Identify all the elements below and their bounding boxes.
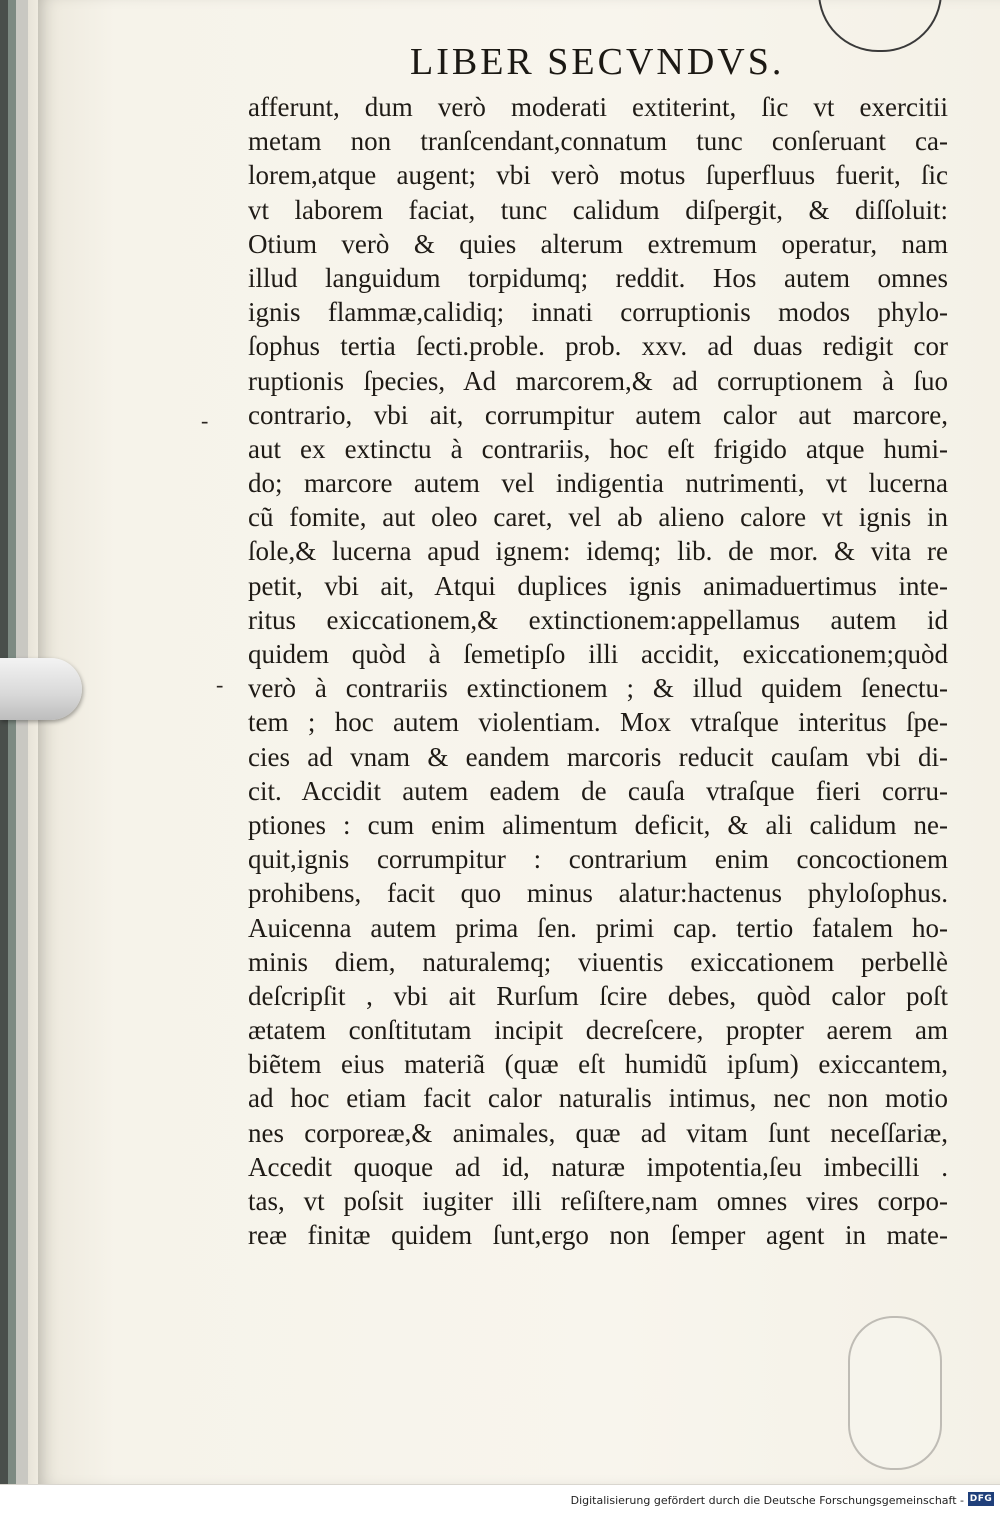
text-line: afferunt, dum verò moderati extiterint, ſic vt exercitii [248, 92, 948, 122]
text-line: cies ad vnam & eandem marcoris reducit cauſam vbi di- [248, 741, 948, 772]
text-line: ruptionis ſpecies, Ad marcorem,& ad corruptionem à ſuo [248, 365, 948, 396]
book-gutter [28, 0, 38, 1484]
text-line: ad hoc etiam facit calor naturalis intimus, nec non motio [248, 1083, 948, 1114]
page-holder-left [0, 658, 82, 720]
text-line: tem ; hoc autem violentiam. Mox vtraſque interitus ſpe- [248, 707, 948, 738]
footer-strip [0, 1484, 1000, 1513]
text-line: prohibens, facit quo minus alatur:hactenus phyloſophus. [248, 878, 948, 909]
text-line: metam non tranſcendant,connatum tunc conſeruant ca- [248, 126, 948, 157]
text-line: ſole,& lucerna apud ignem: idemq; lib. de mor. & vita re [248, 536, 948, 567]
text-line: quidem quòd à ſemetipſo illi accidit, exiccationem;quòd [248, 639, 948, 669]
text-line: deſcripſit , vbi ait Rurſum ſcire debes, quòd calor poſt [248, 980, 948, 1011]
text-line: minis diem, naturalemq; viuentis exiccationem perbellè [248, 946, 948, 977]
text-line: Accedit quoque ad id, naturæ impotentia,ſeu imbecilli . [248, 1151, 948, 1182]
page-clip-bottom [848, 1316, 942, 1470]
text-line: ſophus tertia ſecti.proble. prob. xxv. ad duas redigit cor [248, 331, 948, 362]
dfg-credit-text: Digitalisierung gefördert durch die Deutsche Forschungsgemeinschaft - [570, 1494, 964, 1507]
text-line: cũ fomite, aut oleo caret, vel ab alieno calore vt ignis in [248, 502, 948, 533]
book-edge-cover [8, 0, 16, 1484]
text-line: contrario, vbi ait, corrumpitur autem calor aut marcore, [248, 399, 948, 430]
book-edge-dark [0, 0, 8, 1484]
text-line: quit,ignis corrumpitur : contrarium enim concoctionem [248, 844, 948, 875]
text-line: tas, vt poſsit iugiter illi reſiſtere,nam omnes vires corpo- [248, 1186, 948, 1216]
text-line: ritus exiccationem,& extinctionem:appellamus autem id [248, 604, 948, 635]
body-text [248, 90, 948, 1252]
text-line: Auicenna autem prima ſen. primi cap. tertio fatalem ho- [248, 912, 948, 943]
text-line: verò à contrariis extinctionem ; & illud quidem ſenectu- [248, 673, 948, 704]
text-line: petit, vbi ait, Atqui duplices ignis animaduertimus inte- [248, 570, 948, 601]
book-page [38, 0, 1000, 1484]
text-line: illud languidum torpidumq; reddit. Hos autem omnes [248, 262, 948, 293]
text-line: cit. Accidit autem eadem de cauſa vtraſque fieri corru- [248, 775, 948, 806]
text-line: biẽtem eius materiã (quæ eſt humidũ ipſum) exiccantem, [248, 1049, 948, 1080]
text-line: nes corporeæ,& animales, quæ ad vitam ſunt neceſſariæ, [248, 1117, 948, 1148]
text-line: ignis flammæ,calidiq; innati corruptionis modos phylo- [248, 297, 948, 328]
text-line: ætatem conſtitutam incipit decreſcere, propter aerem am [248, 1015, 948, 1046]
text-line: reæ finitæ quidem ſunt,ergo non ſemper agent in mate- [248, 1220, 948, 1251]
text-line: do; marcore autem vel indigentia nutrimenti, vt lucerna [248, 468, 948, 499]
text-line: vt laborem faciat, tunc calidum diſpergit, & diſſoluit: [248, 194, 948, 225]
text-line: Otium verò & quies alterum extremum operatur, nam [248, 228, 948, 259]
book-edge-pages [16, 0, 28, 1484]
margin-mark: - [216, 672, 224, 697]
margin-mark: - [201, 408, 209, 433]
text-line: lorem,atque augent; vbi verò motus ſuperfluus fuerit, ſic [248, 160, 948, 191]
running-head: LIBER SECVNDVS. [410, 41, 785, 83]
dfg-logo: DFG [969, 1494, 993, 1504]
text-line: aut ex extinctu à contrariis, hoc eſt frigido atque humi- [248, 433, 948, 464]
text-line: ptiones : cum enim alimentum deficit, & ali calidum ne- [248, 809, 948, 840]
